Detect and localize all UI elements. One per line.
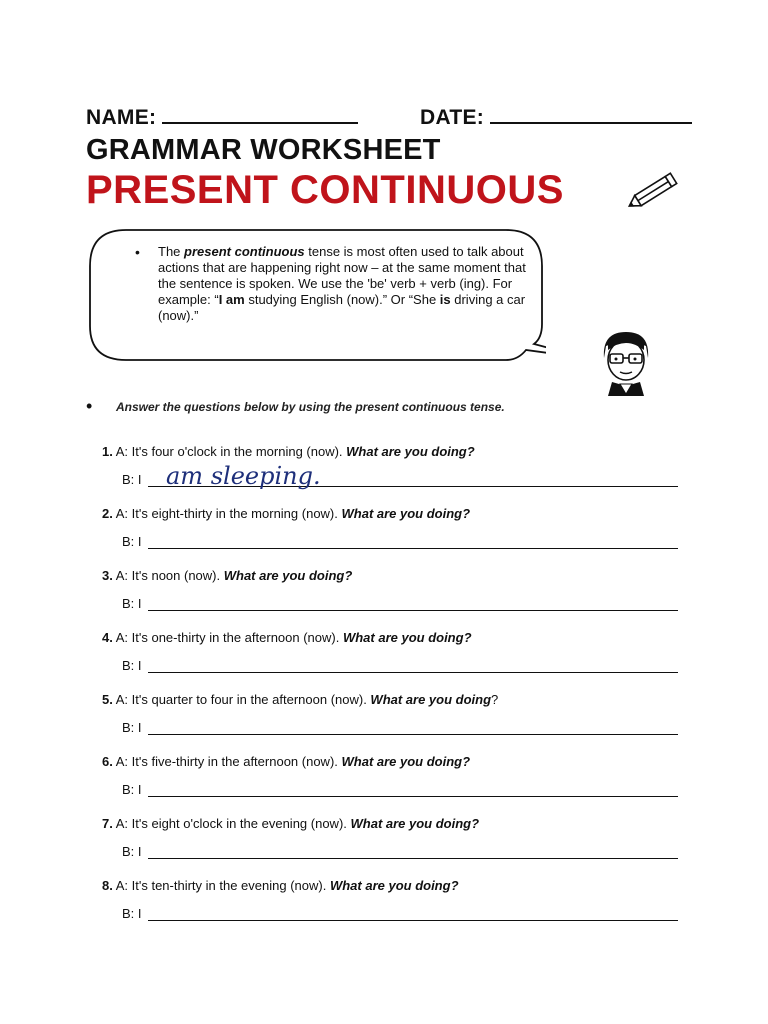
- answer-label: B: I: [122, 472, 142, 487]
- answer-field[interactable]: [122, 596, 702, 614]
- answer-label: B: I: [122, 844, 142, 859]
- handwritten-answer: am sleeping.: [166, 462, 321, 490]
- instruction-bullet: •: [86, 396, 93, 416]
- question-8: [102, 878, 702, 924]
- question-prompt: A: It's four o'clock in the morning (now).: [115, 444, 347, 459]
- answer-line[interactable]: [148, 672, 678, 673]
- answer-line[interactable]: [148, 858, 678, 859]
- question-prompt: A: It's quarter to four in the afternoon (now).: [115, 692, 371, 707]
- answer-field[interactable]: [122, 906, 702, 924]
- question-ask: What are you doing?: [346, 444, 475, 459]
- question-prompt: A: It's noon (now).: [115, 568, 224, 583]
- pencil-icon: [622, 170, 682, 216]
- question-4: [102, 630, 702, 676]
- question-ask: What are you doing?: [350, 816, 480, 831]
- question-ask: What are you doing?: [223, 568, 353, 583]
- question-number: 4.: [102, 630, 113, 645]
- question-prompt: A: It's ten-thirty in the evening (now).: [115, 878, 330, 893]
- answer-line[interactable]: [148, 796, 678, 797]
- date-blank[interactable]: [490, 104, 692, 124]
- question-ask: What are you doing?: [341, 754, 471, 769]
- question-3: [102, 568, 702, 614]
- answer-label: B: I: [122, 534, 142, 549]
- question-number: 8.: [102, 878, 113, 893]
- question-7: [102, 816, 702, 862]
- question-prompt: A: It's eight-thirty in the morning (now).: [115, 506, 342, 521]
- answer-field[interactable]: [122, 658, 702, 676]
- question-number: 7.: [102, 816, 113, 831]
- question-2: [102, 506, 702, 552]
- answer-label: B: I: [122, 782, 142, 797]
- question-1: [102, 444, 702, 490]
- answer-label: B: I: [122, 596, 142, 611]
- answer-label: B: I: [122, 906, 142, 921]
- question-prompt: A: It's one-thirty in the afternoon (now).: [115, 630, 343, 645]
- question-number: 3.: [102, 568, 113, 583]
- question-number: 5.: [102, 692, 113, 707]
- date-field[interactable]: [420, 104, 692, 130]
- question-number: 1.: [102, 444, 113, 459]
- answer-field[interactable]: [122, 534, 702, 552]
- answer-line[interactable]: [148, 548, 678, 549]
- question-6: [102, 754, 702, 800]
- answer-label: B: I: [122, 658, 142, 673]
- name-label: NAME:: [86, 106, 157, 129]
- teacher-icon: [596, 328, 656, 396]
- bubble-text: The present continuous tense is most often used to talk about actions that are happening right now – at the same moment that the sentence is spoken. We use the 'be' verb + verb (ing). For example: “I am studying English (now).” Or “She is driving a car (now).”: [158, 244, 526, 323]
- question-ask: What are you doing?: [341, 506, 471, 521]
- answer-line[interactable]: [148, 920, 678, 921]
- worksheet-title: GRAMMAR WORKSHEET: [86, 134, 441, 166]
- topic-title: PRESENT CONTINUOUS: [86, 168, 564, 212]
- question-prompt: A: It's eight o'clock in the evening (now).: [115, 816, 351, 831]
- question-ask: What are you doing?: [329, 878, 459, 893]
- answer-field[interactable]: [122, 844, 702, 862]
- question-ask: What are you doing: [370, 692, 492, 707]
- answer-line[interactable]: [148, 734, 678, 735]
- bubble-bullet: •: [135, 244, 140, 260]
- name-field[interactable]: [86, 104, 358, 130]
- answer-field[interactable]: [122, 782, 702, 800]
- date-label: DATE:: [420, 106, 485, 129]
- question-number: 2.: [102, 506, 113, 521]
- question-number: 6.: [102, 754, 113, 769]
- question-5: 5. A: It's quarter to four in the afternoon (now). What are you doing? B: I: [102, 692, 702, 738]
- question-prompt: A: It's five-thirty in the afternoon (now).: [115, 754, 342, 769]
- name-blank[interactable]: [162, 104, 358, 124]
- answer-field[interactable]: [122, 462, 702, 490]
- instruction-text: Answer the questions below by using the present continuous tense.: [116, 400, 505, 414]
- answer-label: B: I: [122, 720, 142, 735]
- question-ask: What are you doing?: [342, 630, 472, 645]
- answer-line[interactable]: [148, 610, 678, 611]
- answer-field[interactable]: [122, 720, 702, 738]
